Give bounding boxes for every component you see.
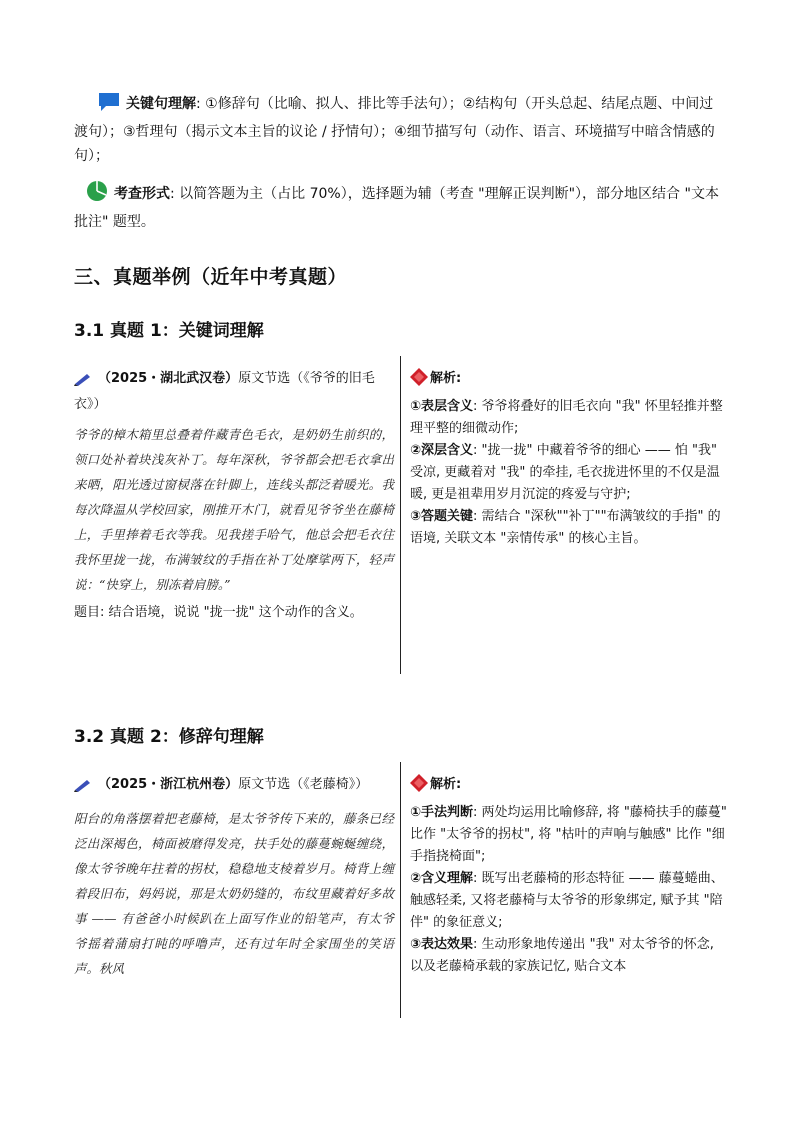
q1-heading: 3.1 真题 1：关键词理解 xyxy=(74,321,264,341)
intro xyxy=(74,92,724,234)
q2-passage: 阳台的角落摆着把老藤椅，是太爷爷传下来的，藤条已经泛出深褐色，椅面被磨得发亮，扶手处的藤蔓蜿蜒缠绕，像太爷爷晚年拄着的拐杖，稳稳地支棱着岁月。椅背上缠着段旧布，妈妈说，那是太奶奶缝的，布纹里藏着好多故事 —— 有爸爸小时候趴在上面写作业的铅笔声，有太爷爷摇着蒲扇打盹的呼噜声，还有过年时全家围坐的笑语声。秋风 xyxy=(74,811,394,976)
q1-left-column xyxy=(74,356,401,674)
q1-block xyxy=(74,356,729,674)
q2-right-column xyxy=(401,762,728,1018)
q2-point-3 xyxy=(410,934,728,978)
q1-analysis-title xyxy=(410,368,728,394)
q1-point-1 xyxy=(410,396,728,440)
q2-source-bold: （2025・浙江杭州卷） xyxy=(98,777,239,792)
q1-analysis-label: 解析: xyxy=(430,371,462,386)
q1-point-2-label: ②深层含义 xyxy=(410,443,474,458)
q1-point-3 xyxy=(410,506,728,550)
q2-point-1-text: : 两处均运用比喻修辞, 将 "藤椅扶手的藤蔓" 比作 "太爷爷的拐杖", 将 "枯叶的声响与触感" 比作 "细手指挠椅面"; xyxy=(410,805,727,864)
q2-point-2-text: : 既写出老藤椅的形态特征 —— 藤蔓蜷曲、触感轻柔, 又将老藤椅与太爷爷的形象绑定, 赋予其 "陪伴" 的象征意义; xyxy=(410,871,724,930)
q1-source-rest: 原文节选（《爷爷的旧毛衣》） xyxy=(74,371,375,412)
q2-analysis-label: 解析: xyxy=(430,777,462,792)
q1-point-2-text: : "拢一拢" 中藏着爷爷的细心 —— 怕 "我" 受凉, 更藏着对 "我" 的牵挂, 毛衣拢进怀里的不仅是温暖, 更是祖辈用岁月沉淀的疼爱与守护; xyxy=(410,443,720,502)
q2-point-3-label: ③表达效果 xyxy=(410,937,474,952)
q2-block xyxy=(74,762,729,1018)
chat-bubble-icon xyxy=(86,92,120,120)
intro-text-2: : 以简答题为主（占比 70%），选择题为辅（考查 "理解正误判断"），部分地区结合 "文本批注" 题型。 xyxy=(74,186,719,230)
q2-point-2-label: ②含义理解 xyxy=(410,871,474,886)
intro-exam-form-para xyxy=(74,180,724,234)
diamond-icon xyxy=(410,368,428,394)
q2-point-3-text: : 生动形象地传递出 "我" 对太爷爷的怀念, 以及老藤椅承载的家族记忆, 贴合文本 xyxy=(410,937,714,974)
q1-question: 题目: 结合语境，说说 "拢一拢" 这个动作的含义。 xyxy=(74,605,363,620)
q2-point-1-label: ①手法判断 xyxy=(410,805,474,820)
q1-point-3-text: : 需结合 "深秋""补丁""布满皱纹的手指" 的语境, 关联文本 "亲情传承" 的核心主旨。 xyxy=(410,509,721,546)
pen-icon xyxy=(74,778,92,800)
q2-heading: 3.2 真题 2：修辞句理解 xyxy=(74,727,264,747)
q1-passage: 爷爷的樟木箱里总叠着件藏青色毛衣，是奶奶生前织的，领口处补着块浅灰补丁。每年深秋，爷爷都会把毛衣拿出来晒，阳光透过窗棂落在针脚上，连线头都泛着暖光。我每次降温从学校回家，刚推开木门，就看见爷爷坐在藤椅上，手里捧着毛衣等我。见我搓手哈气，他总会把毛衣往我怀里拢一拢，布满皱纹的手指在补丁处摩挲两下，轻声说：“快穿上，别冻着肩膀。” xyxy=(74,427,394,592)
intro-key-sentence-para xyxy=(74,92,724,168)
q1-point-1-text: : 爷爷将叠好的旧毛衣向 "我" 怀里轻推并整理平整的细微动作; xyxy=(410,399,723,436)
pen-icon xyxy=(74,372,92,394)
q1-source xyxy=(74,368,394,416)
diamond-icon xyxy=(410,774,428,800)
q2-left-column xyxy=(74,762,401,1018)
pie-chart-icon xyxy=(80,180,108,210)
q2-point-1 xyxy=(410,802,728,868)
q1-point-2 xyxy=(410,440,728,506)
q1-point-3-label: ③答题关键 xyxy=(410,509,474,524)
q1-right-column xyxy=(401,356,728,674)
q1-source-bold: （2025・湖北武汉卷） xyxy=(98,371,239,386)
q2-point-2 xyxy=(410,868,728,934)
q2-analysis-title xyxy=(410,774,728,800)
q2-source xyxy=(74,774,394,800)
intro-label-2: 考查形式 xyxy=(114,186,170,202)
section-title: 三、真题举例（近年中考真题） xyxy=(74,266,348,288)
q1-point-1-label: ①表层含义 xyxy=(410,399,474,414)
intro-text-1: : ①修辞句（比喻、拟人、排比等手法句）；②结构句（开头总起、结尾点题、中间过渡句）；③哲理句（揭示文本主旨的议论 / 抒情句）；④细节描写句（动作、语言、环境描写中暗含情感的句）； xyxy=(74,96,715,164)
q2-source-rest: 原文节选（《老藤椅》） xyxy=(238,777,369,792)
intro-label-1: 关键句理解 xyxy=(126,96,196,112)
